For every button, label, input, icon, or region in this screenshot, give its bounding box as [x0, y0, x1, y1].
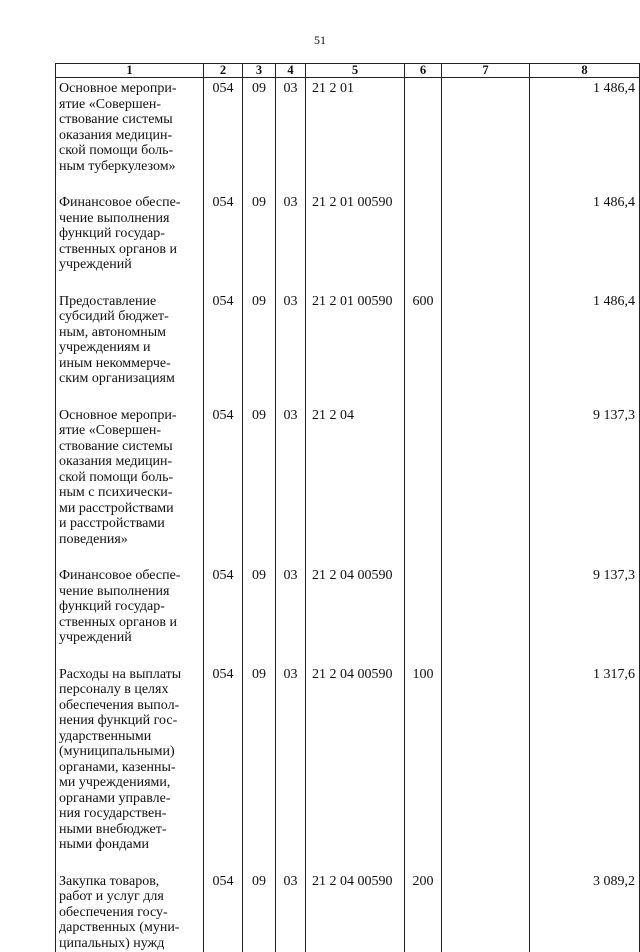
- row-name-line: функций государ-: [59, 599, 165, 614]
- column-7-cell: [442, 565, 530, 664]
- column-7-cell: [442, 78, 530, 193]
- column-7-cell: [442, 405, 530, 566]
- row-name-line: Расходы на выплаты: [59, 666, 182, 682]
- column-header: 7: [442, 64, 530, 78]
- row-name-cell: [56, 664, 204, 871]
- row-name-line: Финансовое обеспе-: [59, 568, 181, 583]
- row-name-line: оказания медицин-: [59, 454, 173, 469]
- row-name-line: (муниципальными): [59, 744, 175, 759]
- row-name-line: ми учреждениями,: [59, 775, 171, 790]
- row-name-line: и расстройствами: [59, 516, 165, 531]
- target-article-cell: 21 2 04 00590: [306, 565, 405, 664]
- row-name-line: ными фондами: [59, 837, 150, 852]
- ministry-code-cell: 054: [204, 405, 243, 566]
- row-name-line: ными внебюджет-: [59, 821, 167, 837]
- subsection-cell: 03: [276, 405, 306, 566]
- row-name-cell: [56, 78, 204, 193]
- column-header: 3: [243, 64, 276, 78]
- row-name-line: Финансовое обеспе-: [59, 195, 181, 210]
- section-cell: 09: [243, 291, 276, 405]
- row-name-cell: [56, 405, 204, 566]
- row-name-cell: [56, 565, 204, 664]
- row-name-line: иным некоммерче-: [59, 355, 171, 371]
- row-name-line: поведения»: [59, 531, 128, 547]
- row-name-line: Закупка товаров,: [59, 873, 160, 889]
- row-name-line: ятие «Совершен-: [59, 96, 161, 112]
- section-cell: 09: [243, 192, 276, 291]
- row-name-line: ным, автономным: [59, 324, 167, 340]
- subsection-cell: 03: [276, 871, 306, 952]
- amount-cell: 1 486,4: [530, 192, 640, 291]
- table-row: [56, 565, 640, 664]
- row-name-line: ствование системы: [59, 112, 173, 127]
- row-name-line: дарственных (муни-: [59, 920, 180, 935]
- amount-cell: 9 137,3: [530, 405, 640, 566]
- page-number: 51: [314, 33, 326, 47]
- target-article-cell: 21 2 01 00590: [306, 291, 405, 405]
- subsection-cell: 03: [276, 664, 306, 871]
- target-article-cell: 21 2 04: [306, 405, 405, 566]
- amount-cell: 3 089,2: [530, 871, 640, 952]
- target-article-cell: 21 2 04 00590: [306, 871, 405, 952]
- row-name-line: ственных органов и: [59, 614, 178, 630]
- subsection-cell: 03: [276, 78, 306, 193]
- amount-cell: 1 486,4: [530, 291, 640, 405]
- column-header: 4: [276, 64, 306, 78]
- row-name-line: чение выполнения: [59, 583, 170, 599]
- column-header: 1: [56, 64, 204, 78]
- expense-type-cell: 200: [405, 871, 442, 952]
- expense-type-cell: [405, 565, 442, 664]
- subsection-cell: 03: [276, 192, 306, 291]
- amount-cell: 1 317,6: [530, 664, 640, 871]
- column-header: 8: [530, 64, 640, 78]
- row-name-line: нения функций гос-: [59, 713, 178, 728]
- section-cell: 09: [243, 565, 276, 664]
- row-name-line: Основное меропри-: [59, 407, 177, 423]
- row-name-line: учреждений: [59, 257, 132, 272]
- row-name-cell: [56, 291, 204, 405]
- ministry-code-cell: 054: [204, 871, 243, 952]
- section-cell: 09: [243, 871, 276, 952]
- amount-cell: 1 486,4: [530, 78, 640, 193]
- column-7-cell: [442, 871, 530, 952]
- table-row: [56, 871, 640, 952]
- row-name-line: ным с психически-: [59, 485, 173, 500]
- row-name-line: чение выполнения: [59, 210, 170, 226]
- row-name-line: Основное меропри-: [59, 81, 177, 96]
- table-row: [56, 664, 640, 871]
- row-name-line: Предоставление: [59, 293, 157, 309]
- row-name-line: ским организациям: [59, 371, 175, 386]
- table-row: [56, 192, 640, 291]
- column-7-cell: [442, 291, 530, 405]
- row-name-line: ской помощи боль-: [59, 143, 174, 158]
- header-row: [56, 64, 640, 78]
- budget-table: [55, 63, 640, 952]
- row-name-line: обеспечения выпол-: [59, 697, 180, 713]
- table-row: [56, 291, 640, 405]
- column-header: 5: [306, 64, 405, 78]
- row-name-cell: [56, 871, 204, 952]
- expense-type-cell: 600: [405, 291, 442, 405]
- row-name-line: ятие «Совершен-: [59, 423, 161, 438]
- ministry-code-cell: 054: [204, 291, 243, 405]
- row-name-line: работ и услуг для: [59, 889, 164, 904]
- expense-type-cell: 100: [405, 664, 442, 871]
- row-name-line: ным туберкулезом»: [59, 158, 176, 174]
- row-name-line: персоналу в целях: [59, 682, 169, 697]
- row-name-line: ственных органов и: [59, 241, 178, 257]
- row-name-line: учреждениям и: [59, 340, 151, 355]
- section-cell: 09: [243, 664, 276, 871]
- row-name-line: ми расстройствами: [59, 500, 174, 516]
- expense-type-cell: [405, 78, 442, 193]
- expense-type-cell: [405, 405, 442, 566]
- row-name-line: органами управле-: [59, 790, 171, 806]
- column-7-cell: [442, 664, 530, 871]
- column-header: 6: [405, 64, 442, 78]
- subsection-cell: 03: [276, 291, 306, 405]
- row-name-cell: [56, 192, 204, 291]
- section-cell: 09: [243, 78, 276, 193]
- row-name-line: ствование системы: [59, 438, 173, 454]
- row-name-line: ния государствен-: [59, 806, 167, 821]
- column-header: 2: [204, 64, 243, 78]
- target-article-cell: 21 2 01 00590: [306, 192, 405, 291]
- row-name-line: обеспечения госу-: [59, 904, 168, 920]
- target-article-cell: 21 2 04 00590: [306, 664, 405, 871]
- section-cell: 09: [243, 405, 276, 566]
- row-name-line: ударственными: [59, 728, 152, 744]
- row-name-line: функций государ-: [59, 226, 165, 241]
- row-name-line: субсидий бюджет-: [59, 309, 169, 324]
- row-name-line: учреждений: [59, 630, 132, 645]
- row-name-line: органами, казенны-: [59, 759, 176, 775]
- target-article-cell: 21 2 01: [306, 78, 405, 193]
- amount-cell: 9 137,3: [530, 565, 640, 664]
- ministry-code-cell: 054: [204, 664, 243, 871]
- ministry-code-cell: 054: [204, 565, 243, 664]
- row-name-line: оказания медицин-: [59, 127, 173, 143]
- row-name-line: ципальных) нужд: [59, 935, 165, 951]
- ministry-code-cell: 054: [204, 192, 243, 291]
- table-row: [56, 405, 640, 566]
- ministry-code-cell: 054: [204, 78, 243, 193]
- row-name-line: ской помощи боль-: [59, 469, 174, 485]
- column-7-cell: [442, 192, 530, 291]
- table-row: [56, 78, 640, 193]
- subsection-cell: 03: [276, 565, 306, 664]
- expense-type-cell: [405, 192, 442, 291]
